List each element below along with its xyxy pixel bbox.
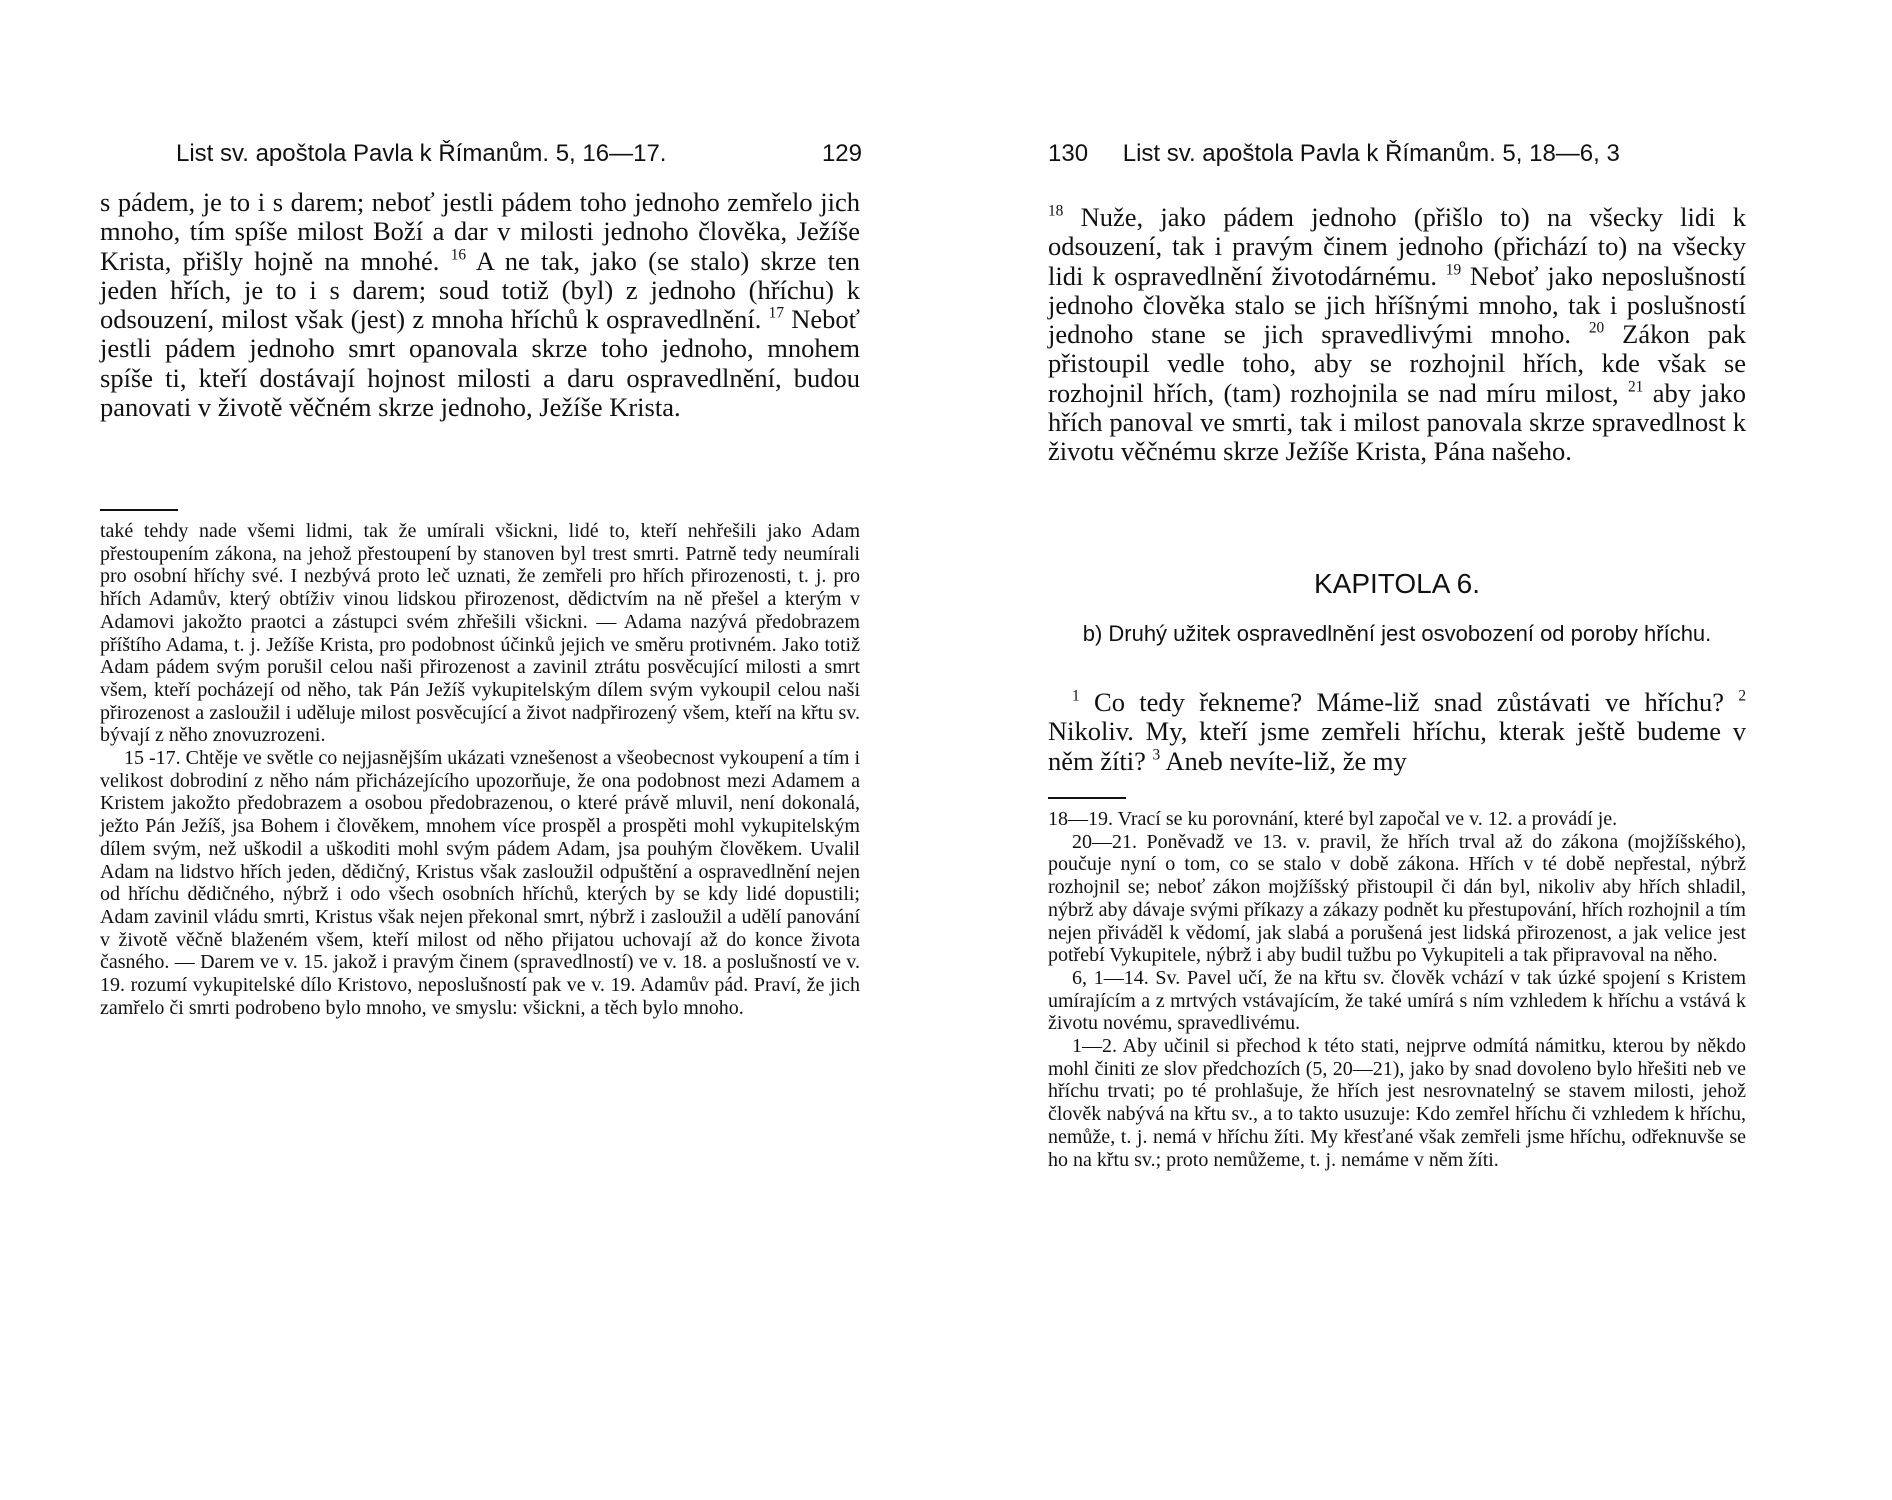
main-passage: Nikoliv. My, kteří jsme zemřeli hříchu, kterak ještě budeme v něm žíti? <box>1048 716 1746 776</box>
main-passage: Neboť jako neposlušností jednoho člověka stalo se jich hříšnými mnoho, tak i poslušností jednoho stane se jich spravedlivými mnoho. <box>1048 260 1747 350</box>
left-header-title: List sv. apoštola Pavla k Římanům. 5, 16—17. <box>176 140 667 167</box>
chapter-title: KAPITOLA 6. <box>1313 568 1481 599</box>
main-passage: s pádem, je to i s darem; neboť jestli pádem toho jednoho zemřelo jich mnoho, tím spíše milost Boží a dar v milosti jednoho člověka, Ježíše Krista, přišly hojně na mnohé. <box>100 187 860 276</box>
footnote-paragraph: 20—21. Poněvadž ve 13. v. pravil, že hřích trval až do zákona (mojžíšského), poučuje nyní o tom, co se stalo v době zákona. Hřích v té době nepřestal, nýbrž rozhojnil se; neboť zákon mojžíšský přistoupil či dán byl, nikoliv aby hřích shladil, nýbrž aby dávaje svými příkazy a zákazy podnět ku přestupování, hřích rozhojnil a tím nejen přiváděl k vědomí, jak slabá a porušená jest lidská přirozenost, a jak velice jest potřebí Vykupitele, nýbrž i aby budil tužbu po Vykupiteli a tak připravoval na něho. <box>1048 830 1746 967</box>
verse-number: 19 <box>1445 260 1462 278</box>
verse-number: 16 <box>450 245 467 263</box>
main-passage: Co tedy řekneme? Máme-liž snad zůstávati ve hříchu? <box>1094 687 1725 717</box>
right-running-header <box>1048 140 1738 168</box>
footnote-divider <box>100 509 178 511</box>
verse-number: 3 <box>1152 745 1161 763</box>
footnote-paragraph: 18—19. Vrací se ku porovnání, které byl započal ve v. 12. a provádí je. <box>1048 808 1618 830</box>
verse-number: 2 <box>1738 687 1747 705</box>
right-page <box>946 0 1892 1500</box>
chapter-main-text <box>1048 688 1746 776</box>
main-passage: Nuže, jako pádem jednoho (přišlo to) na všecky lidi k odsouzení, tak i pravým činem jednoho (přichází to) na všecky lidi k ospravedlnění životodárnému. <box>1048 202 1746 291</box>
left-page-number: 129 <box>821 140 862 167</box>
main-passage: Zákon pak přistoupil vedle toho, aby se rozhojnil hřích, kde však se rozhojnil hřích, (tam) rozhojnila se nad míru milost, <box>1048 319 1746 408</box>
section-title: b) Druhý užitek ospravedlnění jest osvobození od poroby hříchu. <box>1082 621 1712 646</box>
right-footnotes <box>1048 808 1746 1171</box>
main-passage: Aneb nevíte-liž, že my <box>1165 745 1407 776</box>
left-footnotes <box>100 520 860 1019</box>
main-passage: Neboť jestli pádem jednoho smrt opanovala skrze toho jednoho, mnohem spíše ti, kteří dostávají hojnost milosti a daru ospravedlnění, budou panovati v životě věčném skrze jednoho, Ježíše Krista. <box>100 304 861 423</box>
footnote-divider <box>1048 797 1126 799</box>
verse-number: 17 <box>768 304 785 322</box>
main-passage: aby jako hřích panoval ve smrti, tak i milost panovala skrze spravedlnost k životu věčnému skrze Ježíše Krista, Pána našeho. <box>1048 377 1746 467</box>
main-passage: A ne tak, jako (se stalo) skrze ten jeden hřích, je to i s darem; soud totiž (byl) z jednoho (hříchu) k odsouzení, milost však (jest) z mnoha hříchů k ospravedlnění. <box>100 245 861 335</box>
verse-number: 20 <box>1588 319 1605 337</box>
verse-number: 21 <box>1627 378 1644 396</box>
footnote-paragraph: 1—2. Aby učinil si přechod k této stati, nejprve odmítá námitku, kterou by někdo mohl činiti ze slov předchozích (5, 20—21), jako by snad dovoleno bylo hřešiti neb ve hříchu trvati; po té prohlašuje, že hřích jest nesrovnatelný se stavem milosti, jehož člověk nabývá na křtu sv., a to takto usuzuje: Kdo zemřel hříchu či vzhledem k hříchu, nemůže, t. j. nemá v hříchu žíti. My křesťané však zemřeli jsme hříchu, odřeknuvše se ho na křtu sv.; proto nemůžeme, t. j. nemáme v něm žíti. <box>1048 1035 1746 1171</box>
footnote-paragraph: také tehdy nade všemi lidmi, tak že umírali všickni, lidé to, kteří nehřešili jako Adam přestoupením zákona, na jehož přestoupení by stanoven byl trest smrti. Patrně tedy neumírali pro osobní hříchy své. I nezbývá proto leč uznati, že zemřeli pro hřích přirozenosti, t. j. pro hřích Adamův, který obtíživ vinou lidskou přirozenost, dědictvím na ně přešel a kterým v Adamovi jakožto praotci a zástupci svém zhřešili všickni. — Adama nazývá předobrazem příštího Adama, t. j. Ježíše Krista, pro podobnost účinků jejich ve směru protivném. Jako totiž Adam pádem svým porušil celou naši přirozenost a zavinil ztrátu posvěcující milosti a smrt všem, kteří pocházejí od něho, tak Pán Ježíš vykupitelským dílem svým vykoupil celou naši přirozenost a zasloužil i uděluje milost posvěcující a život nadpřirozený všem, kteří na křtu sv. bývají z něho znovuzrozeni. <box>100 520 860 747</box>
footnote-paragraph: 15 -17. Chtěje ve světle co nejjasnějším ukázati vznešenost a všeobecnost vykoupení a tím i velikost dobrodiní z něho nám přicházejícího upozorňuje, že ona podobnost mezi Adamem a Kristem jakožto předobrazem a osobou předobrazenou, o které právě mluvil, není dokonalá, ježto Pán Ježíš, jsa Bohem i člověkem, mnohem více prospěl a prospěti mohl vykupitelským dílem svým, než uškodil a uškoditi mohl svým pádem Adam, jsa pouhým člověkem. Uvalil Adam na lidstvo hřích jeden, dědičný, Kristus však zasloužil odpuštění a ospravedlnění nejen od hříchu dědičného, nýbrž i odo všech osobních hříchů, kterých by se kdy lidé dopustili; Adam zavinil vládu smrti, Kristus však nejen překonal smrt, nýbrž i zasloužil a udělí panování v životě věčně blaženém všem, kteří milost od něho přijatou uchovají až do konce života časného. — Darem ve v. 15. jakož i pravým činem (spravedlností) ve v. 18. a poslušností ve v. 19. rozumí vykupitelské dílo Kristovo, neposlušností pak ve v. 19. Adamův pád. Praví, že jich zamřelo či smrti podrobeno bylo mnoho, ve smyslu: všickni, a těch bylo mnoho. <box>100 747 860 1019</box>
verse-number: 1 <box>1072 687 1080 705</box>
verse-number: 18 <box>1048 202 1064 220</box>
footnote-paragraph: 6, 1—14. Sv. Pavel učí, že na křtu sv. člověk vchází v tak úzké spojení s Kristem umírajícím a z mrtvých vstávajícím, že také umírá s ním vzhledem k hříchu a vstává k životu novému, spravedlivému. <box>1048 966 1746 1035</box>
right-page-number: 130 <box>1048 140 1089 167</box>
right-main-text <box>1048 203 1746 467</box>
right-header-title: List sv. apoštola Pavla k Římanům. 5, 18—6, 3 <box>1122 140 1620 167</box>
left-main-text <box>100 188 860 422</box>
